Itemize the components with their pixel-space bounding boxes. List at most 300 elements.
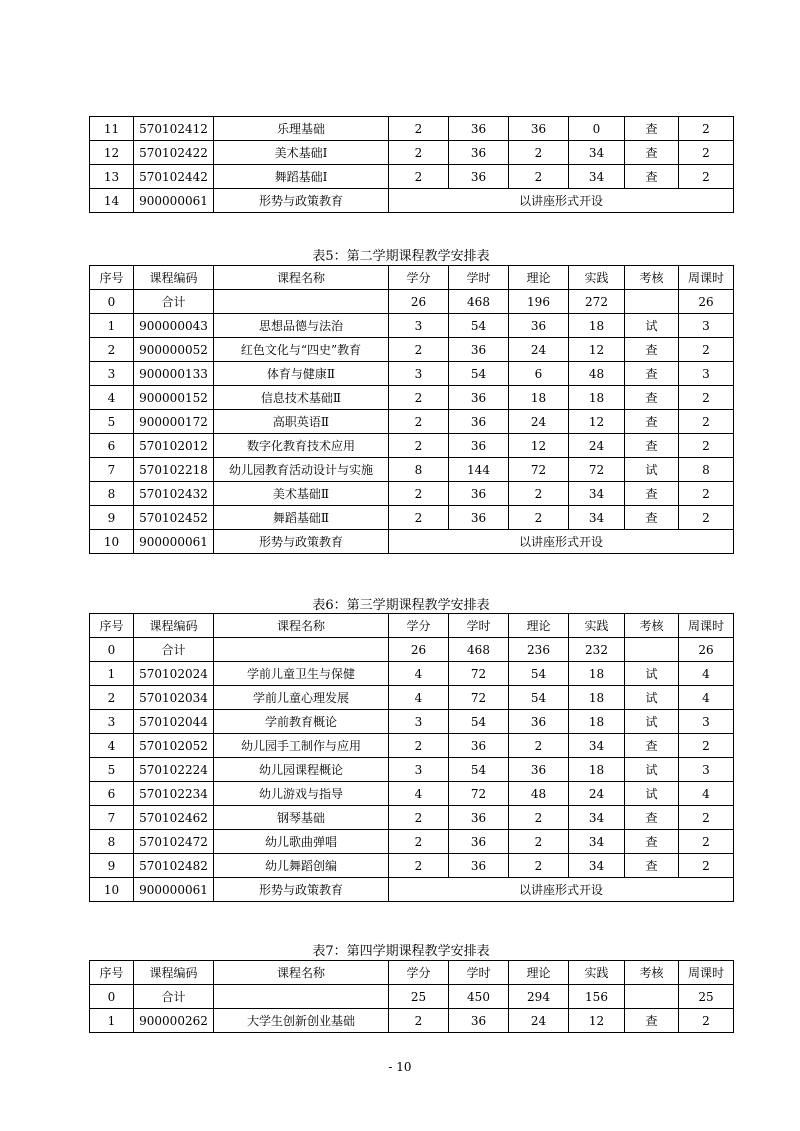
table-cell: 570102412 bbox=[134, 117, 214, 141]
table-cell bbox=[214, 290, 389, 314]
table-cell: 2 bbox=[679, 830, 734, 854]
table-cell: 7 bbox=[90, 806, 134, 830]
table-semester1-tail bbox=[89, 116, 734, 213]
table-body bbox=[90, 290, 734, 554]
table-cell: 2 bbox=[90, 338, 134, 362]
table-cell: 34 bbox=[569, 506, 625, 530]
table-cell: 2 bbox=[389, 338, 449, 362]
column-header: 课程编码 bbox=[134, 961, 214, 985]
column-header: 学分 bbox=[389, 961, 449, 985]
table-cell: 3 bbox=[389, 758, 449, 782]
table-row bbox=[90, 854, 734, 878]
table-cell: 34 bbox=[569, 482, 625, 506]
table-row bbox=[90, 482, 734, 506]
table-cell: 2 bbox=[389, 117, 449, 141]
table-cell: 2 bbox=[679, 141, 734, 165]
table-row bbox=[90, 1009, 734, 1033]
table-cell: 2 bbox=[509, 830, 569, 854]
table-cell: 3 bbox=[389, 710, 449, 734]
table-cell: 舞蹈基础Ⅰ bbox=[214, 165, 389, 189]
column-header: 周课时 bbox=[679, 961, 734, 985]
table-row bbox=[90, 506, 734, 530]
table-cell: 570102422 bbox=[134, 141, 214, 165]
table-cell: 900000262 bbox=[134, 1009, 214, 1033]
table-cell: 查 bbox=[625, 362, 679, 386]
table-cell: 570102044 bbox=[134, 710, 214, 734]
table-cell: 25 bbox=[679, 985, 734, 1009]
table-cell: 高职英语Ⅱ bbox=[214, 410, 389, 434]
table-row bbox=[90, 734, 734, 758]
table-cell: 570102472 bbox=[134, 830, 214, 854]
table-cell: 2 bbox=[679, 734, 734, 758]
table-cell: 4 bbox=[679, 686, 734, 710]
column-header: 学时 bbox=[449, 961, 509, 985]
table-cell: 18 bbox=[569, 758, 625, 782]
table-cell: 72 bbox=[509, 458, 569, 482]
table-cell: 450 bbox=[449, 985, 509, 1009]
table-cell: 查 bbox=[625, 806, 679, 830]
table-header bbox=[90, 266, 734, 290]
table-cell: 2 bbox=[389, 165, 449, 189]
table-cell: 36 bbox=[449, 1009, 509, 1033]
table-row bbox=[90, 410, 734, 434]
table-cell: 4 bbox=[679, 662, 734, 686]
table-cell: 570102224 bbox=[134, 758, 214, 782]
table-cell: 54 bbox=[449, 362, 509, 386]
table-cell: 196 bbox=[509, 290, 569, 314]
table-cell: 3 bbox=[679, 758, 734, 782]
table-cell: 72 bbox=[449, 782, 509, 806]
table-cell: 24 bbox=[509, 338, 569, 362]
table-cell: 2 bbox=[389, 141, 449, 165]
column-header: 课程名称 bbox=[214, 961, 389, 985]
table-cell: 34 bbox=[569, 806, 625, 830]
table-cell: 72 bbox=[449, 686, 509, 710]
table-cell: 0 bbox=[569, 117, 625, 141]
table-cell: 900000061 bbox=[134, 530, 214, 554]
table-cell: 红色文化与“四史”教育 bbox=[214, 338, 389, 362]
table-header bbox=[90, 614, 734, 638]
table-cell: 34 bbox=[569, 165, 625, 189]
table-semester4 bbox=[89, 960, 734, 1033]
table-cell: 236 bbox=[509, 638, 569, 662]
table6-caption: 表6：第三学期课程教学安排表 bbox=[312, 598, 490, 613]
lecture-note-cell: 以讲座形式开设 bbox=[389, 189, 734, 213]
total-row bbox=[90, 290, 734, 314]
table-cell: 54 bbox=[449, 710, 509, 734]
table-body bbox=[90, 985, 734, 1033]
table-cell: 2 bbox=[679, 482, 734, 506]
table-cell: 查 bbox=[625, 1009, 679, 1033]
column-header: 序号 bbox=[90, 961, 134, 985]
column-header: 理论 bbox=[509, 266, 569, 290]
table-cell: 26 bbox=[389, 290, 449, 314]
table-cell: 0 bbox=[90, 638, 134, 662]
table-cell: 36 bbox=[449, 482, 509, 506]
table-cell: 7 bbox=[90, 458, 134, 482]
table-cell: 900000152 bbox=[134, 386, 214, 410]
table5-caption: 表5：第二学期课程教学安排表 bbox=[312, 249, 490, 264]
table-cell: 幼儿园手工制作与应用 bbox=[214, 734, 389, 758]
table-cell: 2 bbox=[679, 854, 734, 878]
table-cell: 乐理基础 bbox=[214, 117, 389, 141]
table-row bbox=[90, 458, 734, 482]
table-cell: 0 bbox=[90, 985, 134, 1009]
table-cell: 查 bbox=[625, 410, 679, 434]
table-cell: 2 bbox=[389, 386, 449, 410]
table-cell: 2 bbox=[389, 506, 449, 530]
table-cell: 272 bbox=[569, 290, 625, 314]
table-cell: 2 bbox=[679, 386, 734, 410]
table-cell: 34 bbox=[569, 734, 625, 758]
table-cell: 形势与政策教育 bbox=[214, 878, 389, 902]
table-cell: 2 bbox=[679, 165, 734, 189]
table-cell: 2 bbox=[389, 854, 449, 878]
table-cell: 72 bbox=[569, 458, 625, 482]
table-cell: 36 bbox=[449, 854, 509, 878]
table-cell: 合计 bbox=[134, 638, 214, 662]
table-cell: 3 bbox=[679, 362, 734, 386]
table-cell: 900000061 bbox=[134, 878, 214, 902]
table-cell: 26 bbox=[679, 638, 734, 662]
table-cell: 12 bbox=[569, 1009, 625, 1033]
total-row bbox=[90, 985, 734, 1009]
table-cell: 2 bbox=[509, 806, 569, 830]
column-header: 课程编码 bbox=[134, 614, 214, 638]
table-cell: 查 bbox=[625, 165, 679, 189]
table-cell: 54 bbox=[509, 686, 569, 710]
header-row bbox=[90, 961, 734, 985]
table-row bbox=[90, 338, 734, 362]
column-header: 学时 bbox=[449, 614, 509, 638]
table-cell: 试 bbox=[625, 758, 679, 782]
table-cell: 570102442 bbox=[134, 165, 214, 189]
table-cell bbox=[625, 985, 679, 1009]
table-cell: 6 bbox=[90, 434, 134, 458]
table-cell: 9 bbox=[90, 506, 134, 530]
table-cell: 24 bbox=[509, 410, 569, 434]
column-header: 实践 bbox=[569, 614, 625, 638]
table-cell: 36 bbox=[449, 806, 509, 830]
table-cell: 294 bbox=[509, 985, 569, 1009]
table-cell: 学前教育概论 bbox=[214, 710, 389, 734]
table-cell: 1 bbox=[90, 662, 134, 686]
table-cell: 36 bbox=[449, 830, 509, 854]
table-cell: 8 bbox=[90, 830, 134, 854]
table-cell: 2 bbox=[509, 506, 569, 530]
table-cell: 570102462 bbox=[134, 806, 214, 830]
table-cell: 查 bbox=[625, 434, 679, 458]
table-cell: 12 bbox=[90, 141, 134, 165]
table-cell: 试 bbox=[625, 314, 679, 338]
column-header: 学时 bbox=[449, 266, 509, 290]
table-cell: 24 bbox=[509, 1009, 569, 1033]
table-cell: 36 bbox=[449, 165, 509, 189]
table-cell: 570102452 bbox=[134, 506, 214, 530]
table-cell: 12 bbox=[569, 410, 625, 434]
table-cell: 3 bbox=[389, 362, 449, 386]
table-cell: 2 bbox=[679, 506, 734, 530]
lecture-note-cell: 以讲座形式开设 bbox=[389, 878, 734, 902]
table-cell: 26 bbox=[389, 638, 449, 662]
table-cell: 6 bbox=[90, 782, 134, 806]
table-cell: 25 bbox=[389, 985, 449, 1009]
table-cell: 2 bbox=[509, 482, 569, 506]
table-cell: 36 bbox=[509, 314, 569, 338]
table-cell: 8 bbox=[389, 458, 449, 482]
lecture-note-cell: 以讲座形式开设 bbox=[389, 530, 734, 554]
table-cell: 2 bbox=[679, 117, 734, 141]
table-cell: 形势与政策教育 bbox=[214, 530, 389, 554]
table-cell: 查 bbox=[625, 506, 679, 530]
table-cell: 2 bbox=[389, 410, 449, 434]
table-cell: 查 bbox=[625, 482, 679, 506]
table-cell: 36 bbox=[509, 758, 569, 782]
table-cell: 2 bbox=[389, 830, 449, 854]
table-cell: 26 bbox=[679, 290, 734, 314]
table-cell: 48 bbox=[509, 782, 569, 806]
table-cell: 5 bbox=[90, 410, 134, 434]
table-cell: 8 bbox=[90, 482, 134, 506]
column-header: 周课时 bbox=[679, 266, 734, 290]
table-row bbox=[90, 782, 734, 806]
table-cell: 3 bbox=[679, 314, 734, 338]
table-cell: 幼儿歌曲弹唱 bbox=[214, 830, 389, 854]
table-cell: 幼儿舞蹈创编 bbox=[214, 854, 389, 878]
table-cell: 900000052 bbox=[134, 338, 214, 362]
table-cell: 54 bbox=[449, 758, 509, 782]
table-cell: 试 bbox=[625, 710, 679, 734]
table-cell: 18 bbox=[569, 686, 625, 710]
table-cell: 思想品德与法治 bbox=[214, 314, 389, 338]
table-cell: 72 bbox=[449, 662, 509, 686]
table-cell: 3 bbox=[90, 362, 134, 386]
table-cell bbox=[625, 290, 679, 314]
table-cell: 合计 bbox=[134, 290, 214, 314]
table-cell: 0 bbox=[90, 290, 134, 314]
table-cell: 舞蹈基础Ⅱ bbox=[214, 506, 389, 530]
table-cell: 34 bbox=[569, 830, 625, 854]
table-cell: 4 bbox=[90, 734, 134, 758]
table-cell: 2 bbox=[90, 686, 134, 710]
table-cell: 18 bbox=[569, 662, 625, 686]
table-cell: 468 bbox=[449, 290, 509, 314]
header-row bbox=[90, 614, 734, 638]
table-cell: 468 bbox=[449, 638, 509, 662]
table-cell: 幼儿园课程概论 bbox=[214, 758, 389, 782]
table-cell: 试 bbox=[625, 782, 679, 806]
table-cell: 2 bbox=[389, 482, 449, 506]
table-cell: 8 bbox=[679, 458, 734, 482]
table-cell: 合计 bbox=[134, 985, 214, 1009]
table-cell: 900000172 bbox=[134, 410, 214, 434]
table-cell: 查 bbox=[625, 854, 679, 878]
table-cell: 570102034 bbox=[134, 686, 214, 710]
table-cell: 钢琴基础 bbox=[214, 806, 389, 830]
table-cell: 18 bbox=[509, 386, 569, 410]
table-cell: 2 bbox=[509, 734, 569, 758]
column-header: 实践 bbox=[569, 266, 625, 290]
column-header: 周课时 bbox=[679, 614, 734, 638]
table-cell: 54 bbox=[509, 662, 569, 686]
table-cell: 24 bbox=[569, 782, 625, 806]
table-cell: 2 bbox=[389, 1009, 449, 1033]
column-header: 考核 bbox=[625, 961, 679, 985]
table-cell: 12 bbox=[569, 338, 625, 362]
table-cell: 信息技术基础Ⅱ bbox=[214, 386, 389, 410]
table-cell: 2 bbox=[679, 434, 734, 458]
column-header: 考核 bbox=[625, 614, 679, 638]
table-cell: 查 bbox=[625, 386, 679, 410]
table-cell: 1 bbox=[90, 1009, 134, 1033]
column-header: 序号 bbox=[90, 614, 134, 638]
table-cell: 体育与健康Ⅱ bbox=[214, 362, 389, 386]
table-cell: 10 bbox=[90, 530, 134, 554]
table-cell: 2 bbox=[389, 806, 449, 830]
table-cell: 36 bbox=[449, 338, 509, 362]
table-cell: 4 bbox=[389, 662, 449, 686]
table-row bbox=[90, 434, 734, 458]
table-cell: 试 bbox=[625, 662, 679, 686]
column-header: 理论 bbox=[509, 614, 569, 638]
table-row bbox=[90, 117, 734, 141]
table-cell: 学前儿童心理发展 bbox=[214, 686, 389, 710]
table-cell: 24 bbox=[569, 434, 625, 458]
table-cell: 36 bbox=[509, 117, 569, 141]
table-cell: 36 bbox=[449, 141, 509, 165]
table-cell: 9 bbox=[90, 854, 134, 878]
table-cell: 900000133 bbox=[134, 362, 214, 386]
table-cell: 5 bbox=[90, 758, 134, 782]
table-cell: 36 bbox=[449, 117, 509, 141]
column-header: 考核 bbox=[625, 266, 679, 290]
table-cell: 大学生创新创业基础 bbox=[214, 1009, 389, 1033]
table-cell: 570102218 bbox=[134, 458, 214, 482]
table-cell: 900000061 bbox=[134, 189, 214, 213]
table-row bbox=[90, 362, 734, 386]
table-cell: 2 bbox=[389, 734, 449, 758]
table-cell: 形势与政策教育 bbox=[214, 189, 389, 213]
table-cell: 12 bbox=[509, 434, 569, 458]
table-cell: 2 bbox=[509, 854, 569, 878]
column-header: 实践 bbox=[569, 961, 625, 985]
table-cell: 数字化教育技术应用 bbox=[214, 434, 389, 458]
header-row bbox=[90, 266, 734, 290]
table-cell: 查 bbox=[625, 830, 679, 854]
table-cell: 2 bbox=[679, 1009, 734, 1033]
table-cell bbox=[214, 985, 389, 1009]
table-cell: 美术基础Ⅱ bbox=[214, 482, 389, 506]
column-header: 课程编码 bbox=[134, 266, 214, 290]
table-cell: 4 bbox=[679, 782, 734, 806]
table-cell: 2 bbox=[509, 141, 569, 165]
table-cell: 6 bbox=[509, 362, 569, 386]
lecture-row bbox=[90, 878, 734, 902]
table-cell: 2 bbox=[679, 806, 734, 830]
table-cell: 36 bbox=[449, 734, 509, 758]
table-cell: 36 bbox=[449, 386, 509, 410]
table-cell: 232 bbox=[569, 638, 625, 662]
table-cell: 4 bbox=[389, 686, 449, 710]
table-cell: 试 bbox=[625, 458, 679, 482]
lecture-row bbox=[90, 530, 734, 554]
table-header bbox=[90, 961, 734, 985]
table-cell: 48 bbox=[569, 362, 625, 386]
table-cell: 查 bbox=[625, 338, 679, 362]
table-row bbox=[90, 141, 734, 165]
table-cell: 18 bbox=[569, 314, 625, 338]
page-number: - 10 bbox=[388, 1060, 412, 1074]
table-cell: 试 bbox=[625, 686, 679, 710]
table-semester3 bbox=[89, 613, 734, 902]
table-row bbox=[90, 758, 734, 782]
table-row bbox=[90, 662, 734, 686]
table-cell: 查 bbox=[625, 141, 679, 165]
table-cell: 2 bbox=[389, 434, 449, 458]
table-cell: 570102234 bbox=[134, 782, 214, 806]
table-cell: 34 bbox=[569, 141, 625, 165]
table-cell bbox=[214, 638, 389, 662]
table-cell: 570102052 bbox=[134, 734, 214, 758]
table-cell: 3 bbox=[90, 710, 134, 734]
table-cell: 4 bbox=[389, 782, 449, 806]
table-row bbox=[90, 314, 734, 338]
table-cell: 查 bbox=[625, 734, 679, 758]
table-cell: 美术基础Ⅰ bbox=[214, 141, 389, 165]
table-cell: 3 bbox=[389, 314, 449, 338]
table-cell: 10 bbox=[90, 878, 134, 902]
table-cell: 36 bbox=[449, 434, 509, 458]
table-semester2 bbox=[89, 265, 734, 554]
table-cell: 570102024 bbox=[134, 662, 214, 686]
table-cell: 36 bbox=[509, 710, 569, 734]
table-cell: 查 bbox=[625, 117, 679, 141]
table-row bbox=[90, 386, 734, 410]
table-row bbox=[90, 806, 734, 830]
column-header: 学分 bbox=[389, 614, 449, 638]
table-cell: 4 bbox=[90, 386, 134, 410]
table-cell: 14 bbox=[90, 189, 134, 213]
table-cell: 学前儿童卫生与保健 bbox=[214, 662, 389, 686]
column-header: 学分 bbox=[389, 266, 449, 290]
table-cell: 36 bbox=[449, 506, 509, 530]
table-cell: 1 bbox=[90, 314, 134, 338]
table7-caption: 表7：第四学期课程教学安排表 bbox=[312, 944, 490, 959]
table-cell bbox=[625, 638, 679, 662]
table-cell: 2 bbox=[679, 410, 734, 434]
table-body bbox=[90, 638, 734, 902]
table-cell: 18 bbox=[569, 386, 625, 410]
table-cell: 2 bbox=[679, 338, 734, 362]
table-cell: 54 bbox=[449, 314, 509, 338]
table-body bbox=[90, 117, 734, 213]
table-cell: 144 bbox=[449, 458, 509, 482]
column-header: 理论 bbox=[509, 961, 569, 985]
table-cell: 570102482 bbox=[134, 854, 214, 878]
column-header: 课程名称 bbox=[214, 266, 389, 290]
table-cell: 2 bbox=[509, 165, 569, 189]
table-row bbox=[90, 165, 734, 189]
total-row bbox=[90, 638, 734, 662]
table-row bbox=[90, 686, 734, 710]
table-cell: 13 bbox=[90, 165, 134, 189]
column-header: 序号 bbox=[90, 266, 134, 290]
table-row bbox=[90, 830, 734, 854]
table-cell: 570102432 bbox=[134, 482, 214, 506]
table-cell: 570102012 bbox=[134, 434, 214, 458]
table-cell: 900000043 bbox=[134, 314, 214, 338]
table-cell: 幼儿园教育活动设计与实施 bbox=[214, 458, 389, 482]
